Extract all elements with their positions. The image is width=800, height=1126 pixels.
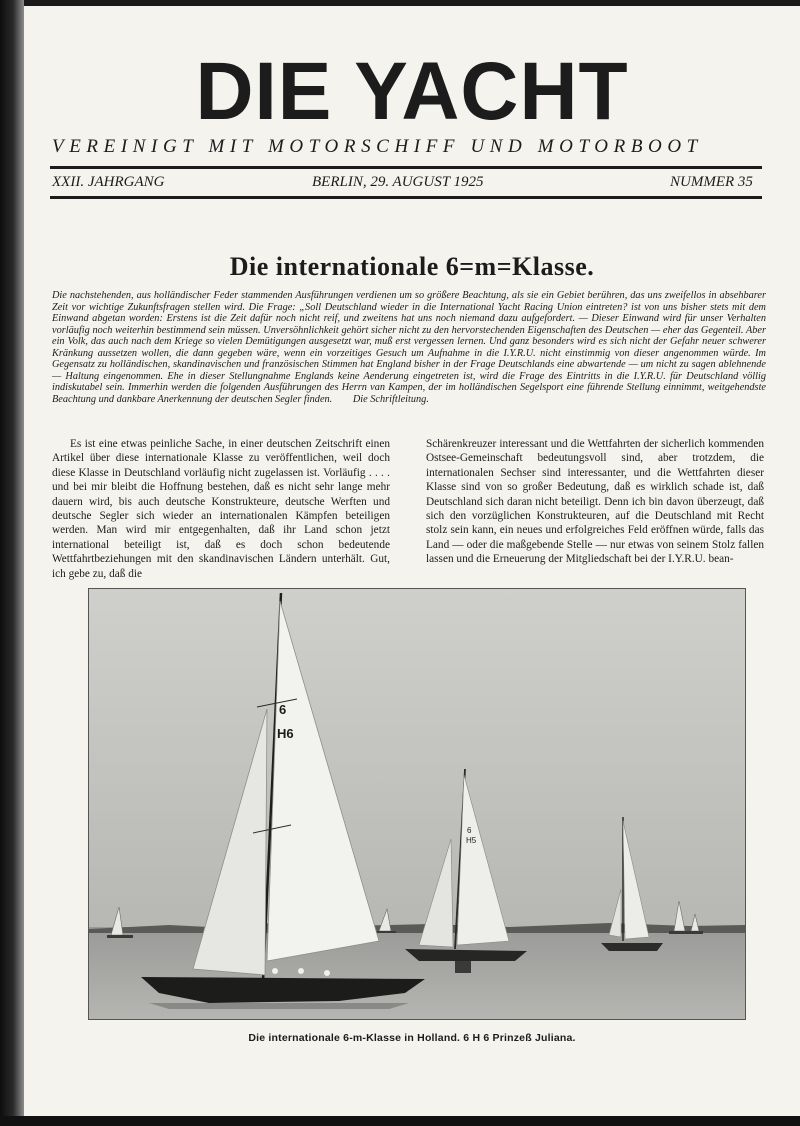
article-intro-text: Die nachstehenden, aus holländischer Feder stammenden Ausführungen verdienen um so größere Beachtung, als sie ein Gebiet berühren, das uns zweifellos in absehbarer Zeit vor wichtige Zukunftsfragen stellen wird. Die Frage: „Soll Deutschland wieder in die International Yacht Racing Union eintreten? ist von uns bisher stets mit dem Einwand abgetan worden: Erstens ist die Zeit dafür noch nicht reif, und zweitens hat uns noch niemand dazu aufgefordert. — Dieser Einwand wird für unser Verhalten vorläufig noch weiterhin bestimmend sein müssen. Unversöhnlichkeit gehört sicher nicht zu den hervorstechenden Eigenschaften des Deutschen — eher das Gegenteil. Aber ein Volk, das auch nach dem Kriege so vielen Demütigungen ausgesetzt war, muß erst vergessen lernen. Und ganz besonders wird es sich nicht der Gefahr neuer schwerer Kränkung aussetzen wollen, die dann gegeben wäre, wenn ein vorzeitiges Gesuch um Aufnahme in die I.Y.R.U. nicht einstimmig von dieser angenommen würde. Im Gegensatz zu holländischen, skandinavischen und französischen Stimmen hat England bisher in der Frage Deutschlands eine abwartende — um nicht zu sagen ablehnende — Haltung eingenommen. Ehe in dieser Stellungnahme Englands keine Aenderung eingetreten ist, wird die Frage des Eintritts in die I.Y.R.U. für Deutschland völlig indiskutabel sein. Immerhin werden die folgenden Ausführungen des Herrn van Kampen, der im holländischen Segelsport eine führende Stellung einnimmt, weitgehendste Beachtung und dankbare Anerkennung der deutschen Segler finden. [52,290,766,405]
yacht-middle-sail-id: H5 [466,836,477,845]
article-intro [52,290,766,405]
article-column-right: Schärenkreuzer interessant und die Wettfahrten der sicherlich kommenden Ostsee-Gemeinschaft bedeutungsvoll sind, aber trotzdem, die internationalen Sechser sind interessanter, und die Wettfahrten dieser Klasse sind von so großer Bedeutung, daß es wirklich schade ist, daß Deutschland sich daran nicht beteiligt. Denn ich bin davon überzeugt, daß sich den vorzüglichen Konstrukteuren, auf die Deutschland mit Recht stolz sein kann, ein neues und erfolgreiches Feld eröffnen würde, falls das Land — oder die maßgebende Stelle — nur etwas von seinem Stolz fallen lassen und die Erneuerung der Mitgliedschaft bei der I.Y.R.U. bean- [426,438,764,566]
page-bottom-edge [0,1116,800,1126]
masthead-subtitle: VEREINIGT MIT MOTORSCHIFF UND MOTORBOOT [52,136,703,157]
article-column-left: Es ist eine etwas peinliche Sache, in einer deutschen Zeitschrift einen Artikel über diese internationale Klasse zu veröffentlichen, weil doch diese Klasse in Deutschland vorläufig nicht zugelassen ist. Vorläufig . . . . und bei mir bleibt die Hoffnung bestehen, daß es nicht sehr lange mehr dauern wird, bis auch deutsche Konstrukteure, deutsche Werften und deutsche Segler sich wieder an internationalen Kämpfen beteiligen werden. Man wird mir entgegenhalten, daß ihr Land schon jetzt international beteiligt ist, daß es doch schon bedeutende Wettfahrtbeziehungen mit den skandinavischen Ländern unterhält. Gut, ich gebe zu, daß die [52,438,390,580]
article-title: Die internationale 6=m=Klasse. [229,252,595,281]
photo-caption: Die internationale 6-m-Klasse in Holland. 6 H 6 Prinzeß Juliana. [248,1032,576,1044]
photo-sky [89,589,745,929]
sailing-photo [88,588,746,1020]
yacht-foreground-sail-id: H6 [277,726,294,741]
yacht-foreground-sail-class: 6 [279,702,287,717]
yacht-middle-sail-class: 6 [467,826,472,835]
page-binding-edge [0,0,24,1126]
masthead-title: DIE YACHT [195,46,629,137]
masthead-rule-top [50,166,762,169]
article-intro-signature: Die Schriftleitung. [352,393,429,405]
issue-place-date: BERLIN, 29. AUGUST 1925 [312,174,484,190]
masthead-rule-bottom [50,196,762,199]
issue-number: NUMMER 35 [670,174,753,190]
issue-volume: XXII. JAHRGANG [52,174,165,190]
